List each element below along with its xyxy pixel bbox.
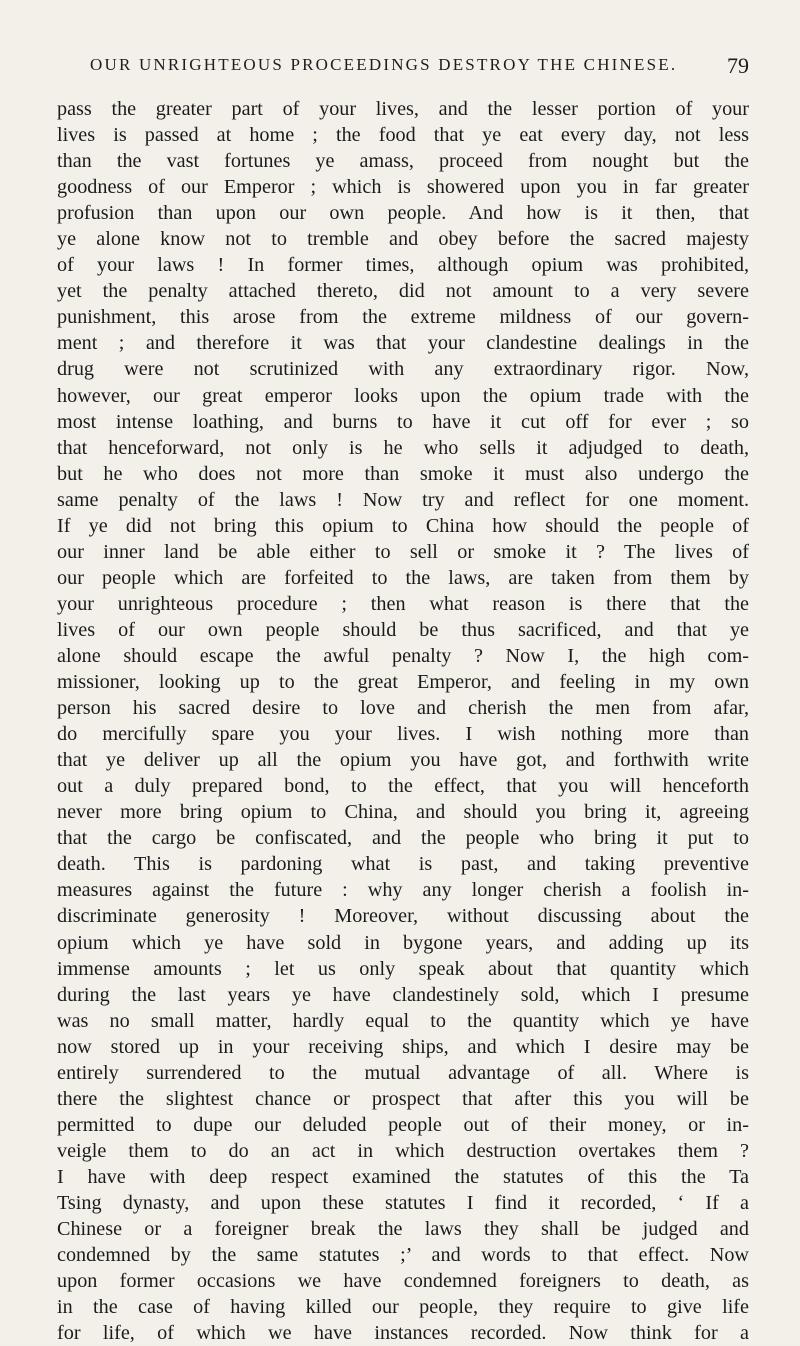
text-line: missioner, looking up to the great Emperor, and feeling in my own — [57, 671, 749, 694]
text-line: Chinese or a foreigner break the laws they shall be judged and — [57, 1218, 749, 1241]
body-text — [57, 96, 749, 1346]
text-line: your unrighteous procedure ; then what reason is there that the — [57, 592, 749, 615]
text-line: Tsing dynasty, and upon these statutes I find it recorded, ‘ If a — [57, 1191, 749, 1214]
text-line: ment ; and therefore it was that your clandestine dealings in the — [57, 332, 749, 355]
text-line: during the last years ye have clandestinely sold, which I presume — [57, 983, 749, 1006]
running-head: OUR UNRIGHTEOUS PROCEEDINGS DESTROY THE CHINESE. — [90, 55, 678, 74]
text-line: there the slightest chance or prospect that after this you will be — [57, 1087, 749, 1110]
text-line: ye alone know not to tremble and obey before the sacred majesty — [57, 228, 749, 251]
text-line: was no small matter, hardly equal to the quantity which ye have — [57, 1009, 749, 1032]
text-line: pass the greater part of your lives, and the lesser portion of your — [57, 98, 749, 120]
text-line: veigle them to do an act in which destruction overtakes them ? — [57, 1139, 749, 1162]
text-line: entirely surrendered to the mutual advantage of all. Where is — [57, 1061, 749, 1084]
text-line: drug were not scrutinized with any extraordinary rigor. Now, — [57, 358, 749, 381]
text-line: lives is passed at home ; the food that ye eat every day, not less — [57, 124, 749, 147]
text-line: person his sacred desire to love and cherish the men from afar, — [57, 697, 749, 720]
page-number: 79 — [727, 53, 749, 78]
text-line: that ye deliver up all the opium you have got, and forthwith write — [57, 749, 749, 772]
text-line: If ye did not bring this opium to China how should the people of — [57, 514, 749, 537]
text-line: than the vast fortunes ye amass, proceed from nought but the — [57, 150, 749, 173]
text-line: that henceforward, not only is he who sells it adjudged to death, — [57, 436, 749, 459]
text-line: alone should escape the awful penalty ? Now I, the high com- — [57, 644, 749, 667]
text-line: lives of our own people should be thus sacrificed, and that ye — [57, 618, 749, 641]
text-line: immense amounts ; let us only speak about that quantity which — [57, 957, 749, 980]
page-header — [57, 55, 749, 83]
text-line: death. This is pardoning what is past, and taking preventive — [57, 853, 749, 876]
text-line: out a duly prepared bond, to the effect, that you will henceforth — [57, 775, 749, 798]
text-line: I have with deep respect examined the statutes of this the Ta — [57, 1165, 749, 1188]
text-line: punishment, this arose from the extreme mildness of our govern- — [57, 306, 749, 329]
text-line: however, our great emperor looks upon the opium trade with the — [57, 384, 749, 407]
text-line: discriminate generosity ! Moreover, without discussing about the — [57, 905, 749, 928]
text-line: measures against the future : why any longer cherish a foolish in- — [57, 879, 749, 902]
text-line: that the cargo be confiscated, and the people who bring it put to — [57, 827, 749, 850]
text-line: never more bring opium to China, and should you bring it, agreeing — [57, 801, 749, 824]
text-line: goodness of our Emperor ; which is showered upon you in far greater — [57, 176, 749, 199]
text-line: our inner land be able either to sell or smoke it ? The lives of — [57, 540, 749, 563]
text-line: upon former occasions we have condemned foreigners to death, as — [57, 1270, 749, 1293]
text-line: permitted to dupe our deluded people out of their money, or in- — [57, 1113, 749, 1136]
text-line: for life, of which we have instances recorded. Now think for a — [57, 1322, 749, 1345]
text-line: profusion than upon our own people. And how is it then, that — [57, 202, 749, 225]
text-line: yet the penalty attached thereto, did not amount to a very severe — [57, 280, 749, 303]
text-line: do mercifully spare you your lives. I wish nothing more than — [57, 723, 749, 746]
text-line: in the case of having killed our people, they require to give life — [57, 1296, 749, 1319]
text-line: our people which are forfeited to the laws, are taken from them by — [57, 566, 749, 589]
text-line: same penalty of the laws ! Now try and reflect for one moment. — [57, 488, 749, 511]
text-line: but he who does not more than smoke it must also undergo the — [57, 462, 749, 485]
text-line: most intense loathing, and burns to have it cut off for ever ; so — [57, 410, 749, 433]
text-line: of your laws ! In former times, although opium was prohibited, — [57, 254, 749, 277]
text-line: now stored up in your receiving ships, and which I desire may be — [57, 1035, 749, 1058]
text-line: condemned by the same statutes ;’ and words to that effect. Now — [57, 1244, 749, 1267]
text-line: opium which ye have sold in bygone years, and adding up its — [57, 931, 749, 954]
